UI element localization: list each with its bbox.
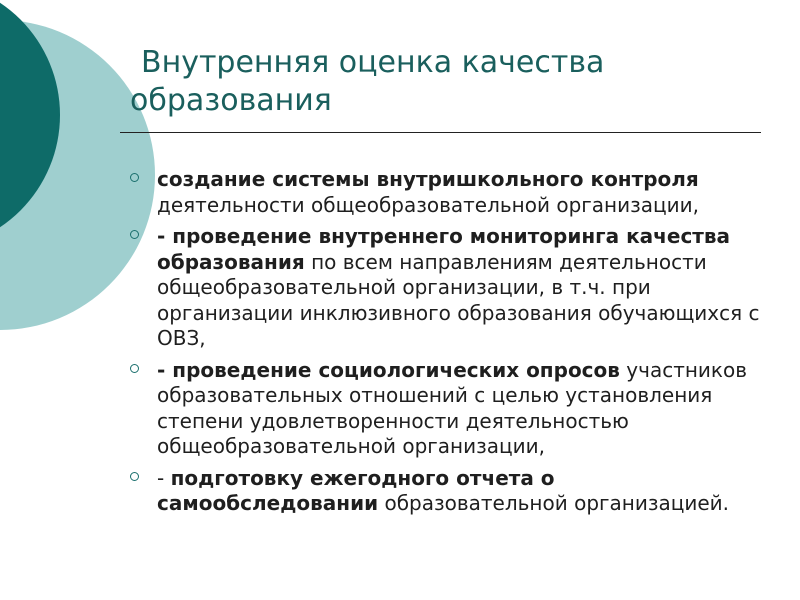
item-bold-text: подготовку ежегодного отчета о самообследовании <box>157 465 555 515</box>
item-bold-text: создание системы внутришкольного контроля <box>157 167 699 191</box>
list-item <box>130 466 770 517</box>
list-item <box>130 224 770 352</box>
item-prefix: - <box>157 224 173 248</box>
item-text: деятельности общеобразовательной организации, <box>157 192 699 217</box>
title-divider <box>120 132 761 133</box>
slide-title <box>130 44 750 120</box>
item-text: участников образовательных отношений с целью установления степени удовлетворенности деятельностью общеобразовательной организации, <box>157 357 748 458</box>
item-text: по всем направлениям деятельности общеобразовательной организации, в т.ч. при организации инклюзивного образования обучающихся с ОВЗ, <box>157 249 760 350</box>
item-prefix: - <box>157 357 173 382</box>
item-bold-text: проведение социологических опросов <box>172 357 620 382</box>
slide-title-line2: образования <box>130 83 332 118</box>
item-bold-text: проведение внутреннего мониторинга качества образования <box>157 224 731 274</box>
item-text: образовательной организацией. <box>378 491 730 515</box>
bullet-circle-icon <box>130 364 139 373</box>
slide-title-line1: Внутренняя оценка качества <box>141 45 605 80</box>
bullet-circle-icon <box>130 230 139 239</box>
item-prefix: - <box>157 465 171 490</box>
list-item <box>130 167 770 218</box>
bullet-list <box>130 167 770 523</box>
list-item <box>130 358 770 460</box>
bullet-circle-icon <box>130 472 139 481</box>
bullet-circle-icon <box>130 173 139 182</box>
